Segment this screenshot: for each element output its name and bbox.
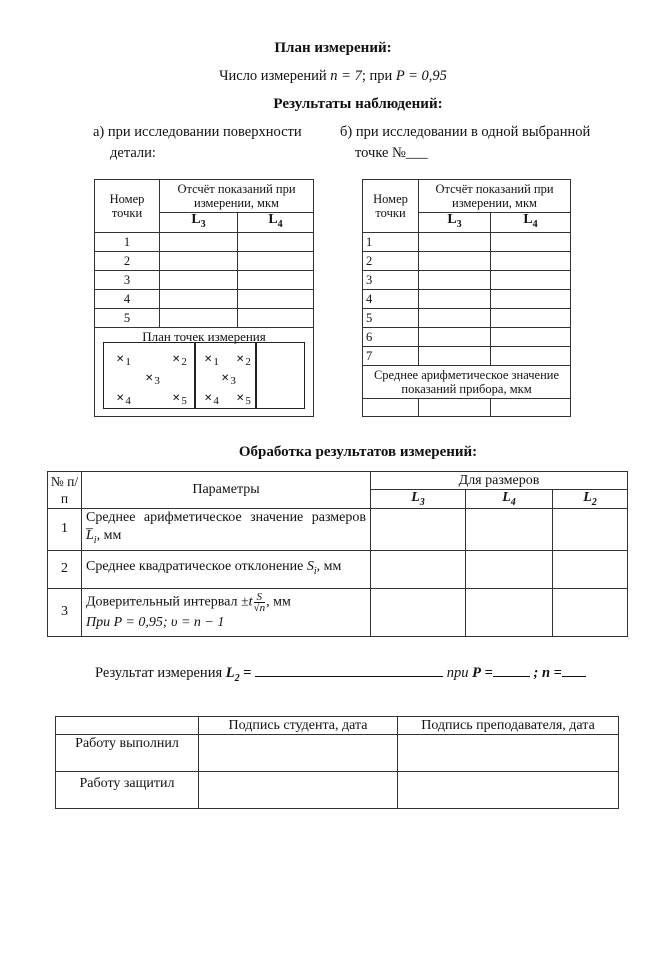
row-defended-label: Работу защитил [56, 772, 199, 809]
table-single-point-readings [362, 179, 571, 417]
processing-title: Обработка результатов измерений: [238, 444, 478, 460]
input-cell[interactable] [238, 289, 314, 308]
input-cell[interactable] [419, 346, 491, 365]
input-cell[interactable] [160, 251, 238, 270]
input-cell[interactable] [553, 550, 628, 588]
col-sizes: Для размеров [371, 472, 628, 490]
probability-field[interactable] [493, 662, 530, 677]
table-row: 6 [363, 327, 571, 346]
input-cell[interactable] [491, 232, 571, 251]
input-cell[interactable] [371, 508, 466, 550]
col-reading: Отсчёт показаний при измерении, мкм [419, 180, 571, 213]
table-row: 4 [95, 289, 314, 308]
point-marker-icon: $✕_1$ [204, 354, 219, 368]
input-cell[interactable] [491, 251, 571, 270]
input-cell[interactable] [553, 588, 628, 636]
input-cell[interactable] [160, 232, 238, 251]
col-l4: $L_4$ [491, 213, 571, 233]
input-cell[interactable] [238, 308, 314, 327]
table-row: 3 [363, 270, 571, 289]
point-marker-icon: $✕_1$ [116, 354, 131, 368]
col-student-signature: Подпись студента, дата [199, 717, 398, 735]
input-cell[interactable] [553, 508, 628, 550]
probability-value: P = 0,95 [395, 68, 447, 84]
col-l4: $L_4$ [238, 213, 314, 233]
plan-diagram-1 [103, 342, 196, 409]
section-b-line2 [355, 145, 428, 162]
section-a-line1: а) при исследовании поверхности [93, 124, 302, 140]
col-reading: Отсчёт показаний при измерении, мкм [160, 180, 314, 213]
table-row: 2 [95, 251, 314, 270]
input-cell[interactable] [491, 270, 571, 289]
input-cell[interactable] [491, 327, 571, 346]
plan-title: План измерений: [274, 40, 392, 56]
input-cell[interactable] [419, 327, 491, 346]
point-number-blank[interactable]: ___ [405, 145, 428, 161]
input-cell[interactable] [491, 346, 571, 365]
result-line: Результат измерения $L_2$ = при P = ; n = [95, 662, 586, 684]
point-marker-icon: $✕_4$ [204, 393, 219, 407]
count-field[interactable] [562, 662, 586, 677]
input-cell[interactable] [419, 289, 491, 308]
table-signatures [55, 716, 619, 809]
point-marker-icon: $✕_3$ [221, 373, 236, 387]
col-size-l2: $L_2$ [553, 490, 628, 509]
input-cell[interactable] [371, 550, 466, 588]
student-signature-cell[interactable] [199, 772, 398, 809]
table-row: 3 [95, 270, 314, 289]
average-label: Среднее арифметическое значение показаний прибора, мкм [363, 365, 571, 398]
table-row: 7 [363, 346, 571, 365]
table-row: 1 [363, 232, 571, 251]
table-row: 1 Среднее арифметическое значение размеров $L̅_i$, мм [48, 508, 628, 550]
empty-header-cell [56, 717, 199, 735]
section-b-line1: б) при исследовании в одной выбранной [340, 124, 591, 140]
param-std-dev: Среднее квадратическое отклонение $S_i$, мм [82, 550, 371, 588]
input-cell[interactable] [491, 308, 571, 327]
table-row [56, 735, 619, 772]
input-cell[interactable] [491, 398, 571, 416]
measurement-count-line [0, 68, 666, 85]
plan-diagram-2 [194, 342, 257, 409]
input-cell[interactable] [419, 232, 491, 251]
input-cell[interactable] [419, 270, 491, 289]
input-cell[interactable] [160, 270, 238, 289]
col-size-l3: $L_3$ [371, 490, 466, 509]
param-mean: Среднее арифметическое значение размеров $L̅_i$, мм [82, 508, 371, 550]
table-row: 3 Доверительный интервал ±t $\frac{S}{√n}$ , мм При P = 0,95; υ = n − 1 [48, 588, 628, 636]
col-number: № п/п [48, 472, 82, 509]
input-cell[interactable] [419, 398, 491, 416]
input-cell[interactable] [238, 232, 314, 251]
results-title: Результаты наблюдений: [273, 96, 443, 112]
col-point-number: Номер точки [95, 180, 160, 233]
col-l3: $L_3$ [160, 213, 238, 233]
col-point-number: Номер точки [363, 180, 419, 233]
point-marker-icon: $✕_4$ [116, 393, 131, 407]
col-size-l4: $L_4$ [466, 490, 553, 509]
plan-diagram-3[interactable] [255, 342, 305, 409]
input-cell[interactable] [466, 508, 553, 550]
col-l3: $L_3$ [419, 213, 491, 233]
table-row [56, 772, 619, 809]
table-row: 2 Среднее квадратическое отклонение $S_i$, мм [48, 550, 628, 588]
input-cell[interactable] [160, 289, 238, 308]
input-cell[interactable] [466, 588, 553, 636]
point-marker-icon: $✕_5$ [172, 393, 187, 407]
input-cell[interactable] [160, 308, 238, 327]
teacher-signature-cell[interactable] [398, 772, 619, 809]
count-formula: n = 7 [330, 68, 362, 84]
point-number-label: точке № [355, 145, 406, 161]
average-row [363, 398, 571, 416]
table-row: 2 [363, 251, 571, 270]
table-row: 5 [95, 308, 314, 327]
param-confidence-interval: Доверительный интервал ±t $\frac{S}{√n}$ , мм При P = 0,95; υ = n − 1 [82, 588, 371, 636]
point-marker-icon: $✕_5$ [236, 393, 251, 407]
count-prefix: Число измерений [219, 68, 331, 84]
point-marker-icon: $✕_3$ [145, 373, 160, 387]
student-signature-cell[interactable] [199, 735, 398, 772]
result-value-field[interactable] [255, 662, 443, 677]
count-mid: ; при [361, 68, 396, 84]
input-cell[interactable] [363, 398, 419, 416]
col-teacher-signature: Подпись преподавателя, дата [398, 717, 619, 735]
col-parameters: Параметры [82, 472, 371, 509]
input-cell[interactable] [238, 251, 314, 270]
section-a-line2: детали: [110, 145, 156, 161]
table-row: 5 [363, 308, 571, 327]
teacher-signature-cell[interactable] [398, 735, 619, 772]
point-marker-icon: $✕_2$ [172, 354, 187, 368]
input-cell[interactable] [491, 289, 571, 308]
input-cell[interactable] [419, 308, 491, 327]
row-done-label: Работу выполнил [56, 735, 199, 772]
point-marker-icon: $✕_2$ [236, 354, 251, 368]
table-row: 4 [363, 289, 571, 308]
input-cell[interactable] [419, 251, 491, 270]
input-cell[interactable] [371, 588, 466, 636]
input-cell[interactable] [238, 270, 314, 289]
table-row: 1 [95, 232, 314, 251]
table-processing [47, 471, 628, 637]
plan-label: План точек измерения [142, 328, 266, 344]
input-cell[interactable] [466, 550, 553, 588]
